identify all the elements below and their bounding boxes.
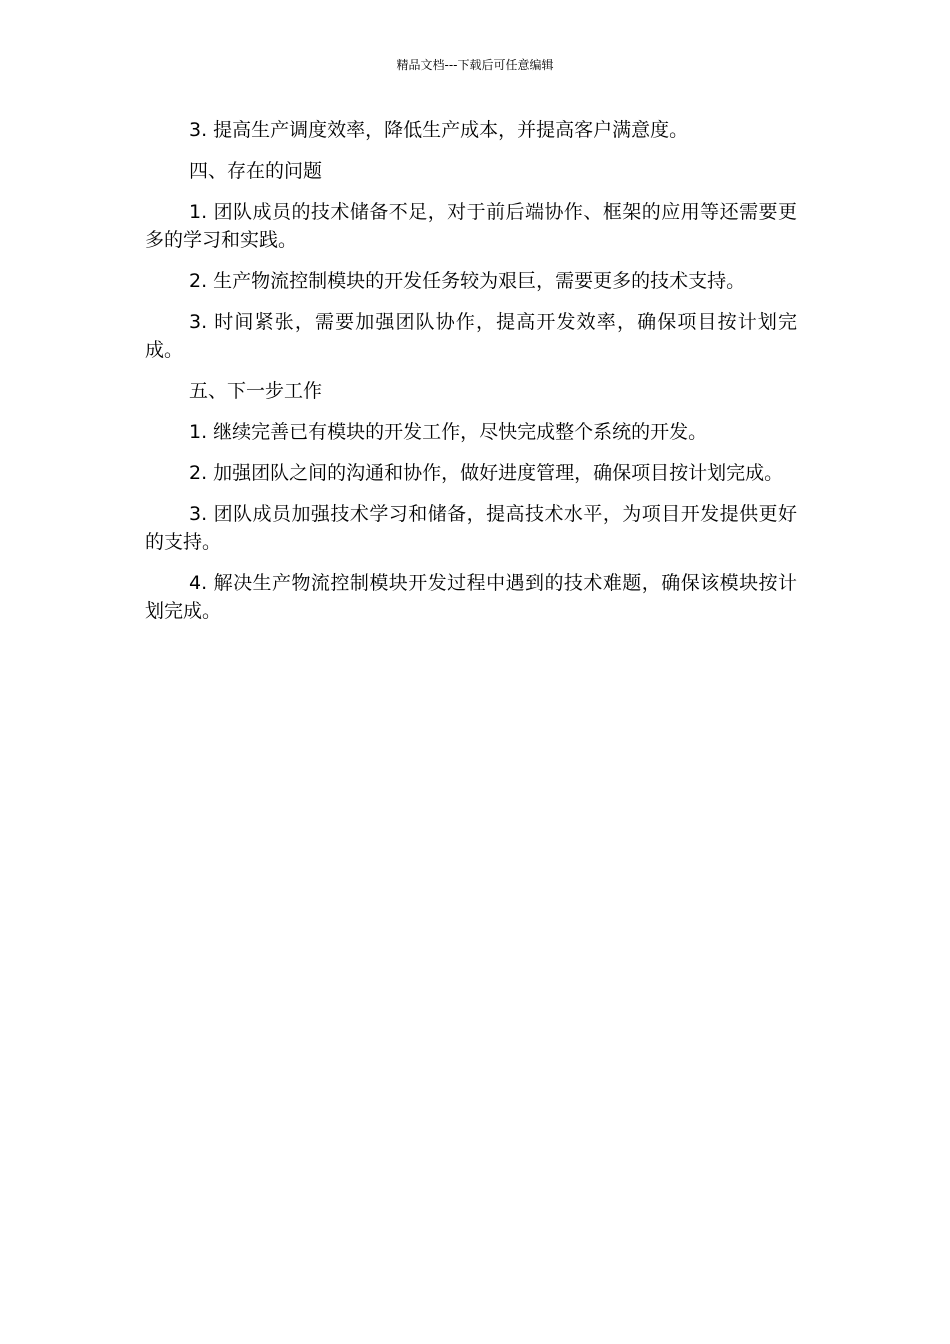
section-heading: 五、下一步工作 <box>189 380 323 402</box>
page-header: 精品文档---下载后可任意编辑 <box>396 58 554 72</box>
paragraph: 4. 解决生产物流控制模块开发过程中遇到的技术难题，确保该模块按计划完成。 <box>145 572 797 622</box>
paragraph: 3. 团队成员加强技术学习和储备，提高技术水平，为项目开发提供更好的支持。 <box>145 503 797 553</box>
paragraph: 3. 提高生产调度效率，降低生产成本，并提高客户满意度。 <box>189 119 689 141</box>
paragraph: 1. 团队成员的技术储备不足，对于前后端协作、框架的应用等还需要更多的学习和实践。 <box>145 201 797 251</box>
paragraph: 3. 时间紧张，需要加强团队协作，提高开发效率，确保项目按计划完成。 <box>145 311 797 361</box>
paragraph: 2. 加强团队之间的沟通和协作，做好进度管理，确保项目按计划完成。 <box>189 462 784 484</box>
document-body <box>145 116 797 638</box>
paragraph: 2. 生产物流控制模块的开发任务较为艰巨，需要更多的技术支持。 <box>189 270 746 292</box>
paragraph: 1. 继续完善已有模块的开发工作，尽快完成整个系统的开发。 <box>189 421 708 443</box>
section-heading: 四、存在的问题 <box>189 160 323 182</box>
